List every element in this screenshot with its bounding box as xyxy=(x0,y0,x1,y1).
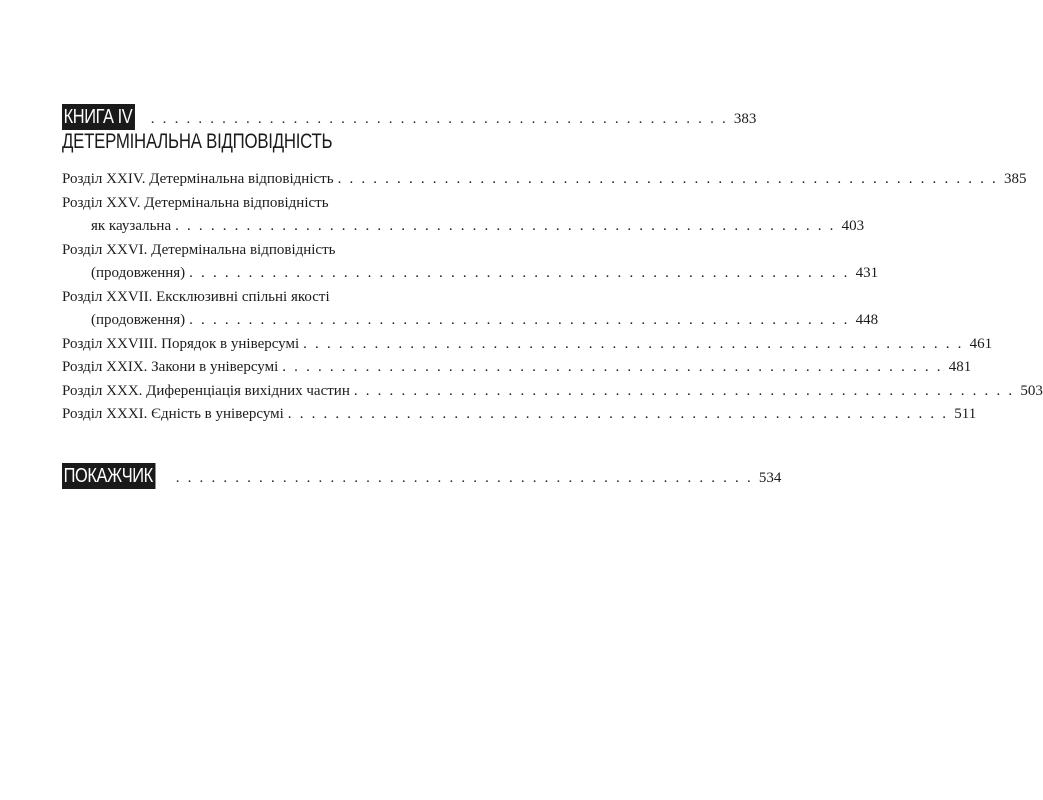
toc-entry[interactable] xyxy=(62,356,972,380)
dot-leader: . . . . . . . . . . . . . . . . . . . . . . . . . . . . . . . . . . . . . . . . . . . . . . . . . . . . . . . . xyxy=(337,171,999,187)
toc-list xyxy=(62,168,1043,427)
toc-entry-text: Розділ XXX. Диференціація вихідних частин xyxy=(62,382,350,399)
toc-entry-text: Розділ XXVI. Детермінальна відповідність xyxy=(62,241,336,258)
dot-leader: . . . . . . . . . . . . . . . . . . . . . . . . . . . . . . . . . . . . . . . . . . . . . . . . . . . . . . . . xyxy=(189,265,850,281)
toc-entry-text: як каузальна xyxy=(91,218,172,234)
toc-entry[interactable] xyxy=(62,380,1043,404)
toc-entry-page-number: 481 xyxy=(948,359,972,375)
toc-entry[interactable] xyxy=(62,333,993,357)
dot-leader: . . . . . . . . . . . . . . . . . . . . . . . . . . . . . . . . . . . . . . . . . . . . . . . . . . . . . . . . xyxy=(303,335,964,352)
dot-leader: . . . . . . . . . . . . . . . . . . . . . . . . . . . . . . . . . . . . . . . . . . . . . . . . . xyxy=(150,111,728,127)
dot-leader: . . . . . . . . . . . . . . . . . . . . . . . . . . . . . . . . . . . . . . . . . . . . . . . . . . . . . . . . xyxy=(353,382,1015,399)
toc-entry-text: Розділ XXV. Детермінальна відповідність xyxy=(62,194,329,211)
toc-entry-text: Розділ XXIX. Закони в універсумі xyxy=(62,359,279,375)
dot-leader: . . . . . . . . . . . . . . . . . . . . . . . . . . . . . . . . . . . . . . . . . . . . . . . . . . . . . . . . xyxy=(287,406,949,422)
book-title: ДЕТЕРМІНАЛЬНА ВІДПОВІДНІСТЬ xyxy=(62,130,333,153)
toc-entry-text: (продовження) xyxy=(91,265,186,281)
book-page-number: 383 xyxy=(733,111,757,127)
toc-entry-page-number: 503 xyxy=(1020,382,1043,399)
toc-entry-title-line xyxy=(62,380,1043,404)
toc-entry-title-line xyxy=(62,239,414,263)
toc-entry-title-line xyxy=(62,403,977,427)
toc-entry-page-number: 461 xyxy=(969,335,993,352)
toc-entry-continuation-line xyxy=(62,309,879,333)
dot-leader: . . . . . . . . . . . . . . . . . . . . . . . . . . . . . . . . . . . . . . . . . . . . . . . . . . . . . . . . xyxy=(175,218,836,234)
index-label: ПОКАЖЧИК xyxy=(62,463,155,489)
toc-entry-continuation-line xyxy=(62,215,865,239)
toc-entry-page-number: 403 xyxy=(841,218,865,234)
book-label: КНИГА IV xyxy=(62,104,135,130)
toc-entry-title-line xyxy=(62,286,414,310)
dot-leader: . . . . . . . . . . . . . . . . . . . . . . . . . . . . . . . . . . . . . . . . . . . . . . . . . xyxy=(175,470,753,486)
toc-entry-title-line xyxy=(62,168,1027,192)
dot-leader: . . . . . . . . . . . . . . . . . . . . . . . . . . . . . . . . . . . . . . . . . . . . . . . . . . . . . . . . xyxy=(282,359,943,375)
index-page-number: 534 xyxy=(758,470,782,486)
dot-leader: . . . . . . . . . . . . . . . . . . . . . . . . . . . . . . . . . . . . . . . . . . . . . . . . . . . . . . . . xyxy=(189,312,850,328)
toc-entry-title-line xyxy=(62,356,972,380)
toc-entry-text: Розділ XXIV. Детермінальна відповідність xyxy=(62,171,334,187)
index-heading-row xyxy=(62,462,782,489)
toc-entry-text: Розділ XXVII. Ексклюзивні спільні якості xyxy=(62,288,330,305)
toc-entry[interactable] xyxy=(62,192,865,239)
toc-entry-page-number: 385 xyxy=(1004,171,1027,187)
toc-entry[interactable] xyxy=(62,239,879,286)
toc-entry[interactable] xyxy=(62,286,879,333)
toc-entry[interactable] xyxy=(62,403,977,427)
toc-entry-page-number: 448 xyxy=(855,312,879,328)
toc-entry-text: Розділ XXXI. Єдність в універсумі xyxy=(62,406,284,422)
toc-entry-title-line xyxy=(62,192,414,216)
toc-entry-page-number: 511 xyxy=(954,406,977,422)
book-heading-row xyxy=(62,103,757,130)
toc-entry[interactable] xyxy=(62,168,1027,192)
toc-entry-text: Розділ XXVIII. Порядок в універсумі xyxy=(62,335,300,352)
toc-entry-page-number: 431 xyxy=(855,265,879,281)
toc-entry-text: (продовження) xyxy=(91,312,186,328)
toc-entry-continuation-line xyxy=(62,262,879,286)
toc-entry-title-line xyxy=(62,333,993,357)
